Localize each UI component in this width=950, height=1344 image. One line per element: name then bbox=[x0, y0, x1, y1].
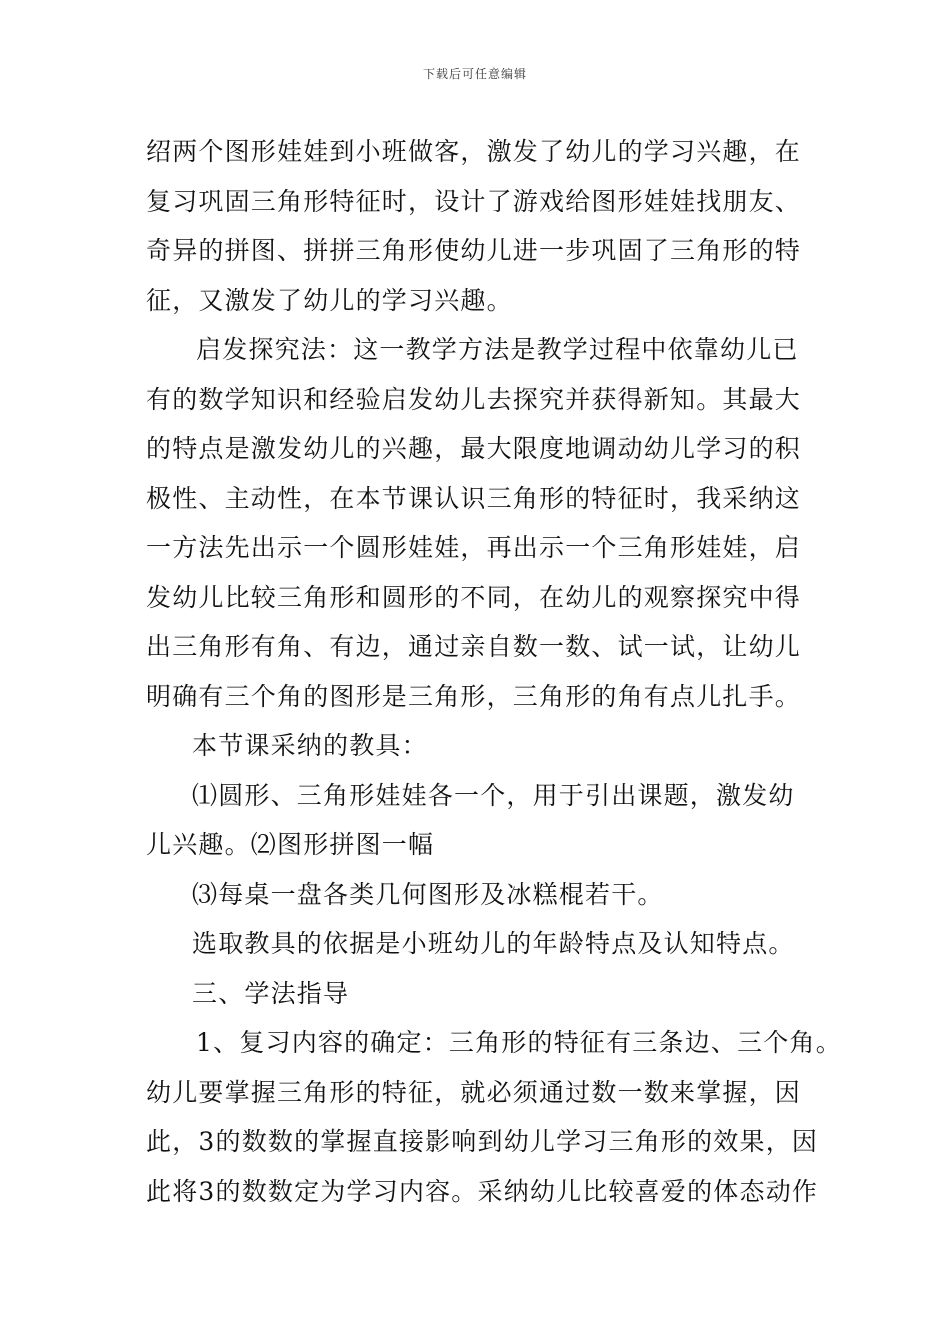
text-line: 此将3的数数定为学习内容。采纳幼儿比较喜爱的体态动作 bbox=[146, 1176, 819, 1206]
text-line: 有的数学知识和经验启发幼儿去探究并获得新知。其最大 bbox=[146, 384, 802, 414]
paragraph-start-line: ⑴圆形、三角形娃娃各一个，用于引出课题，激发幼 bbox=[192, 780, 795, 810]
text-line: 极性、主动性，在本节课认识三角形的特征时，我采纳这 bbox=[146, 483, 802, 513]
text-line: 奇异的拼图、拼拼三角形使幼儿进一步巩固了三角形的特 bbox=[146, 236, 802, 265]
text-line: 复习巩固三角形特征时，设计了游戏给图形娃娃找朋友、 bbox=[146, 186, 802, 216]
body-text bbox=[146, 127, 842, 1216]
text-line: 儿兴趣。⑵图形拼图一幅 bbox=[146, 830, 435, 859]
paragraph-start-line: 选取教具的依据是小班幼儿的年龄特点及认知特点。 bbox=[192, 929, 795, 958]
text-line: 绍两个图形娃娃到小班做客，激发了幼儿的学习兴趣，在 bbox=[146, 137, 802, 166]
text-line: 此，3的数数的掌握直接影响到幼儿学习三角形的效果，因 bbox=[146, 1127, 819, 1156]
text-line: 幼儿要掌握三角形的特征，就必须通过数一数来掌握，因 bbox=[146, 1077, 802, 1107]
paragraph-start-line: ⑶每桌一盘各类几何图形及冰糕棍若干。 bbox=[192, 879, 664, 909]
text-line: 征，又激发了幼儿的学习兴趣。 bbox=[146, 285, 513, 315]
text-line: 发幼儿比较三角形和圆形的不同，在幼儿的观察探究中得 bbox=[146, 582, 802, 612]
text-line: 出三角形有角、有边，通过亲自数一数、试一试，让幼儿 bbox=[146, 632, 802, 661]
section-heading: 三、学法指导 bbox=[192, 978, 350, 1008]
paragraph-start-line: 本节课采纳的教具： bbox=[192, 731, 428, 760]
text-line: 明确有三个角的图形是三角形，三角形的角有点儿扎手。 bbox=[146, 681, 802, 711]
paragraph-start-line: 启发探究法：这一教学方法是教学过程中依靠幼儿已 bbox=[196, 335, 799, 364]
text-line: 的特点是激发幼儿的兴趣，最大限度地调动幼儿学习的积 bbox=[146, 434, 802, 463]
text-line: 一方法先出示一个圆形娃娃，再出示一个三角形娃娃，启 bbox=[146, 533, 802, 562]
page-header: 下载后可任意编辑 bbox=[422, 67, 527, 81]
paragraph-start-line: 1、复习内容的确定：三角形的特征有三条边、三个角。 bbox=[196, 1028, 842, 1057]
